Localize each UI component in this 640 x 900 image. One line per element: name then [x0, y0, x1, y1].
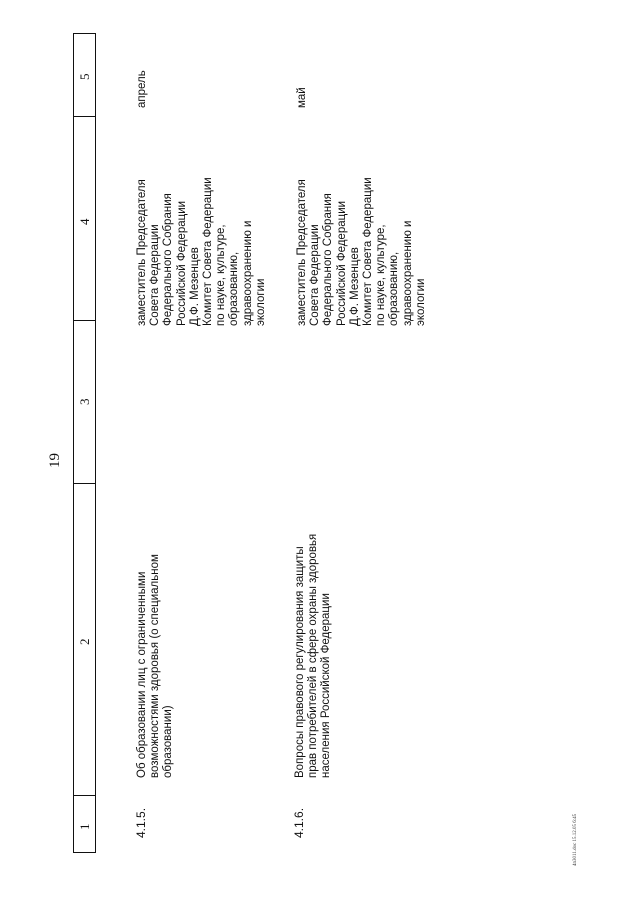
- responsible-line: Федерального Собрания: [322, 193, 335, 326]
- responsible-line: Федерального Собрания: [162, 193, 175, 326]
- responsible-line: заместитель Председателя: [136, 179, 148, 326]
- responsible-line: здравоохранению и: [401, 220, 414, 326]
- column-number-2: 2: [77, 638, 92, 645]
- responsible-line: по науке, культуре,: [215, 224, 228, 326]
- row-responsible: [296, 177, 428, 326]
- header-right-border: [95, 33, 96, 853]
- row-title-line: прав потребителей в сфере охраны здоровья: [307, 533, 320, 778]
- header-left-border: [73, 33, 74, 853]
- column-number-4: 4: [77, 218, 92, 225]
- responsible-line: образованию,: [388, 251, 401, 326]
- column-divider-3-2: [73, 483, 95, 484]
- column-divider-4-3: [73, 320, 95, 321]
- row-title-line: возможностями здоровья (о специальном: [149, 554, 162, 778]
- responsible-line: Комитет Совета Федерации: [362, 177, 375, 326]
- responsible-line: экологии: [414, 278, 427, 326]
- responsible-line: экологии: [254, 278, 267, 326]
- row-title-line: Вопросы правового регулирования защиты: [294, 546, 306, 778]
- page-number: 19: [47, 453, 63, 468]
- row-number: 4.1.5.: [134, 807, 148, 838]
- responsible-line: Российской Федерации: [175, 200, 188, 326]
- row-responsible: [136, 177, 268, 326]
- row-title: [294, 534, 334, 778]
- responsible-line: Совета Федерации: [309, 224, 322, 326]
- table-top-border: [73, 33, 95, 34]
- responsible-line: образованию,: [228, 251, 241, 326]
- column-number-3: 3: [77, 398, 92, 405]
- row-title-line: населения Российской Федерации: [320, 593, 333, 778]
- column-number-5: 5: [77, 73, 92, 80]
- responsible-line: Д.Ф. Мезенцев: [348, 247, 361, 326]
- responsible-line: Российской Федерации: [335, 200, 348, 326]
- responsible-line: заместитель Председателя: [296, 179, 308, 326]
- row-title-line: образовании): [162, 705, 175, 778]
- responsible-line: Комитет Совета Федерации: [202, 177, 215, 326]
- row-title-line: Об образовании лиц с ограниченными: [136, 571, 148, 778]
- table-bottom-border: [73, 852, 95, 853]
- column-number-1: 1: [77, 823, 92, 830]
- row-term: апрель: [136, 70, 148, 108]
- responsible-line: Совета Федерации: [149, 224, 162, 326]
- responsible-line: здравоохранению и: [241, 220, 254, 326]
- responsible-line: по науке, культуре,: [375, 224, 388, 326]
- row-number: 4.1.6.: [292, 807, 306, 838]
- column-divider-5-4: [73, 116, 95, 117]
- row-title: [136, 554, 176, 778]
- responsible-line: Д.Ф. Мезенцев: [188, 247, 201, 326]
- column-divider-2-1: [73, 795, 95, 796]
- row-term: май: [296, 87, 308, 108]
- footer-file-stamp: 4n3011.doc 15.12.05 6:45: [573, 813, 578, 866]
